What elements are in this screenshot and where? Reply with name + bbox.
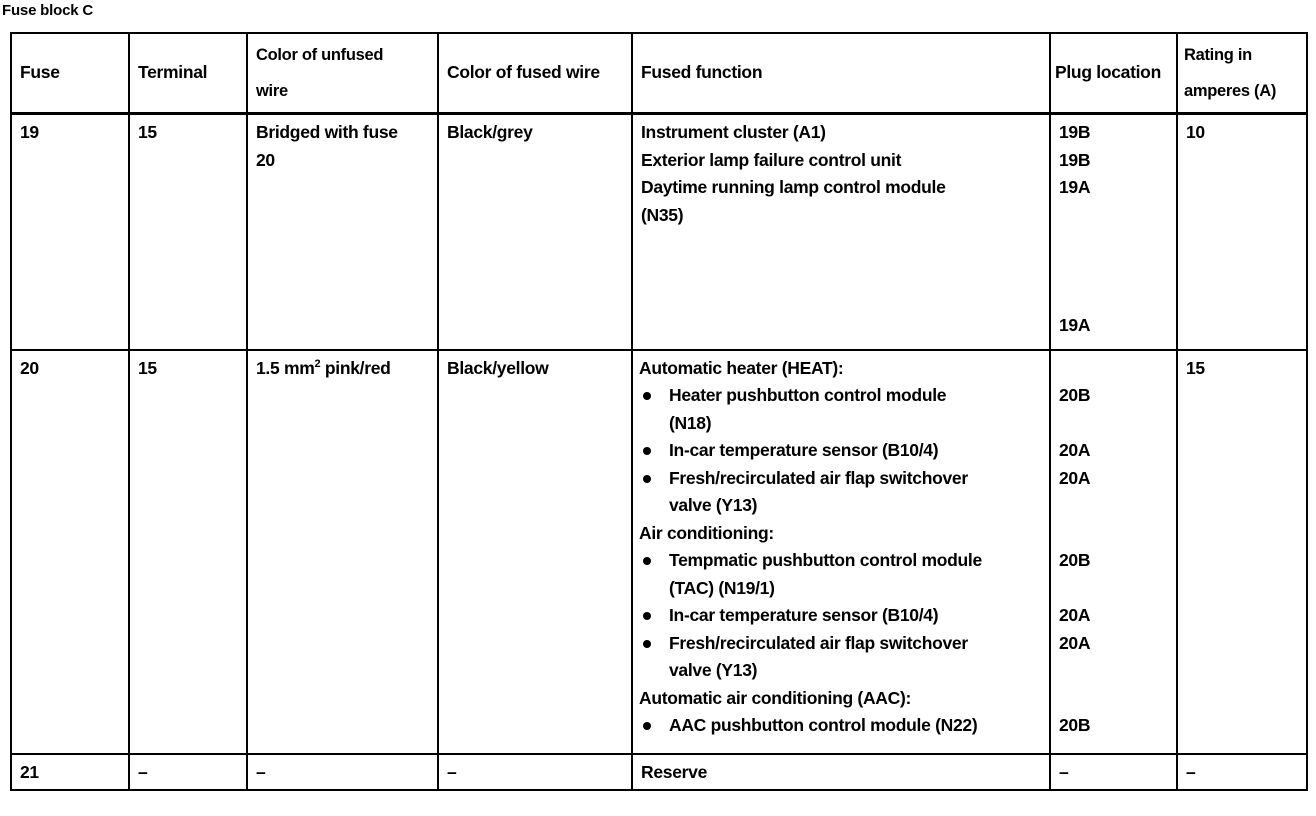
terminal-cell: 15 bbox=[129, 350, 247, 754]
plug-cell: – bbox=[1050, 754, 1177, 790]
item-line1: Heater pushbutton control module bbox=[669, 385, 947, 405]
plug-value: 20A bbox=[1059, 632, 1091, 653]
plug-value: 19A bbox=[1059, 314, 1091, 335]
unfused-color-cell bbox=[247, 350, 438, 754]
bullet-icon bbox=[643, 640, 651, 648]
bullet-icon bbox=[643, 557, 651, 565]
rating-cell: 10 bbox=[1177, 114, 1307, 350]
plug-value: 20A bbox=[1059, 467, 1091, 488]
plug-value: 20A bbox=[1059, 605, 1091, 625]
header-function: Fused function bbox=[632, 33, 1050, 114]
unfused-prefix: 1.5 mm bbox=[256, 357, 315, 378]
unfused-line2: 20 bbox=[256, 149, 275, 170]
bullet-icon bbox=[643, 392, 651, 400]
list-item bbox=[639, 712, 1043, 740]
plug-value: 20B bbox=[1059, 550, 1091, 570]
function-line: (N35) bbox=[641, 204, 684, 225]
header-unfused-line1: Color of unfused bbox=[256, 46, 384, 64]
list-item bbox=[639, 382, 1043, 437]
rating-cell: 15 bbox=[1177, 350, 1307, 754]
header-row bbox=[11, 33, 1307, 114]
unfused-line1: Bridged with fuse bbox=[256, 122, 398, 142]
terminal-cell: 15 bbox=[129, 114, 247, 350]
item-line1: In-car temperature sensor (B10/4) bbox=[669, 440, 939, 460]
function-line: Exterior lamp failure control unit bbox=[641, 149, 902, 170]
fuse-cell: 20 bbox=[11, 350, 129, 754]
item-line1: Tempmatic pushbutton control module bbox=[669, 550, 982, 570]
list-item bbox=[639, 547, 1043, 602]
bullet-icon bbox=[643, 612, 651, 620]
unfused-superscript: 2 bbox=[314, 357, 321, 370]
unfused-suffix: pink/red bbox=[320, 357, 391, 378]
function-line: Daytime running lamp control module bbox=[641, 177, 946, 197]
list-item bbox=[639, 465, 1043, 520]
header-fused-color: Color of fused wire bbox=[438, 33, 632, 114]
item-line2: (TAC) (N19/1) bbox=[669, 577, 775, 598]
plug-value: 20B bbox=[1059, 715, 1091, 735]
header-fuse: Fuse bbox=[11, 33, 129, 114]
page-title: Fuse block C bbox=[2, 2, 93, 19]
rating-cell: – bbox=[1177, 754, 1307, 790]
bullet-icon bbox=[643, 475, 651, 483]
fused-color-cell: – bbox=[438, 754, 632, 790]
plug-value: 19A bbox=[1059, 177, 1091, 197]
item-line2: valve (Y13) bbox=[669, 660, 758, 680]
fuse-cell: 19 bbox=[11, 114, 129, 350]
header-rating bbox=[1177, 33, 1307, 114]
plug-value: 19B bbox=[1059, 149, 1091, 170]
header-terminal: Terminal bbox=[129, 33, 247, 114]
header-unfused-line2: wire bbox=[256, 82, 288, 100]
group-heading-aac: Automatic air conditioning (AAC): bbox=[639, 687, 912, 708]
list-item bbox=[639, 602, 1043, 630]
plug-value: 20B bbox=[1059, 385, 1091, 405]
plug-cell bbox=[1050, 114, 1177, 350]
item-line1: AAC pushbutton control module (N22) bbox=[669, 715, 978, 735]
group-heading-heat: Automatic heater (HEAT): bbox=[639, 357, 844, 378]
table-row bbox=[11, 350, 1307, 754]
unfused-color-cell: – bbox=[247, 754, 438, 790]
fuse-cell: 21 bbox=[11, 754, 129, 790]
function-line: Instrument cluster (A1) bbox=[641, 122, 826, 142]
plug-value: 20A bbox=[1059, 440, 1091, 460]
terminal-cell: – bbox=[129, 754, 247, 790]
group-heading-ac: Air conditioning: bbox=[639, 522, 774, 543]
table-row bbox=[11, 754, 1307, 790]
bullet-icon bbox=[643, 447, 651, 455]
table-row bbox=[11, 114, 1307, 350]
item-line2: valve (Y13) bbox=[669, 495, 758, 515]
header-rating-line2: amperes (A) bbox=[1184, 82, 1277, 100]
header-unfused-color bbox=[247, 33, 438, 114]
unfused-color-cell bbox=[247, 114, 438, 350]
fused-color-cell: Black/grey bbox=[438, 114, 632, 350]
item-line2: (N18) bbox=[669, 412, 712, 433]
header-plug-location: Plug location bbox=[1050, 33, 1177, 114]
item-line1: In-car temperature sensor (B10/4) bbox=[669, 605, 939, 625]
header-rating-line1: Rating in bbox=[1184, 46, 1252, 64]
fused-color-cell: Black/yellow bbox=[438, 350, 632, 754]
function-cell: Reserve bbox=[632, 754, 1050, 790]
list-item bbox=[639, 630, 1043, 685]
bullet-icon bbox=[643, 722, 651, 730]
item-line1: Fresh/recirculated air flap switchover bbox=[669, 632, 968, 653]
item-line1: Fresh/recirculated air flap switchover bbox=[669, 467, 968, 488]
plug-value: 19B bbox=[1059, 122, 1091, 142]
function-cell bbox=[632, 114, 1050, 350]
function-cell bbox=[632, 350, 1050, 754]
list-item bbox=[639, 437, 1043, 465]
fuse-table bbox=[10, 32, 1308, 791]
plug-cell bbox=[1050, 350, 1177, 754]
